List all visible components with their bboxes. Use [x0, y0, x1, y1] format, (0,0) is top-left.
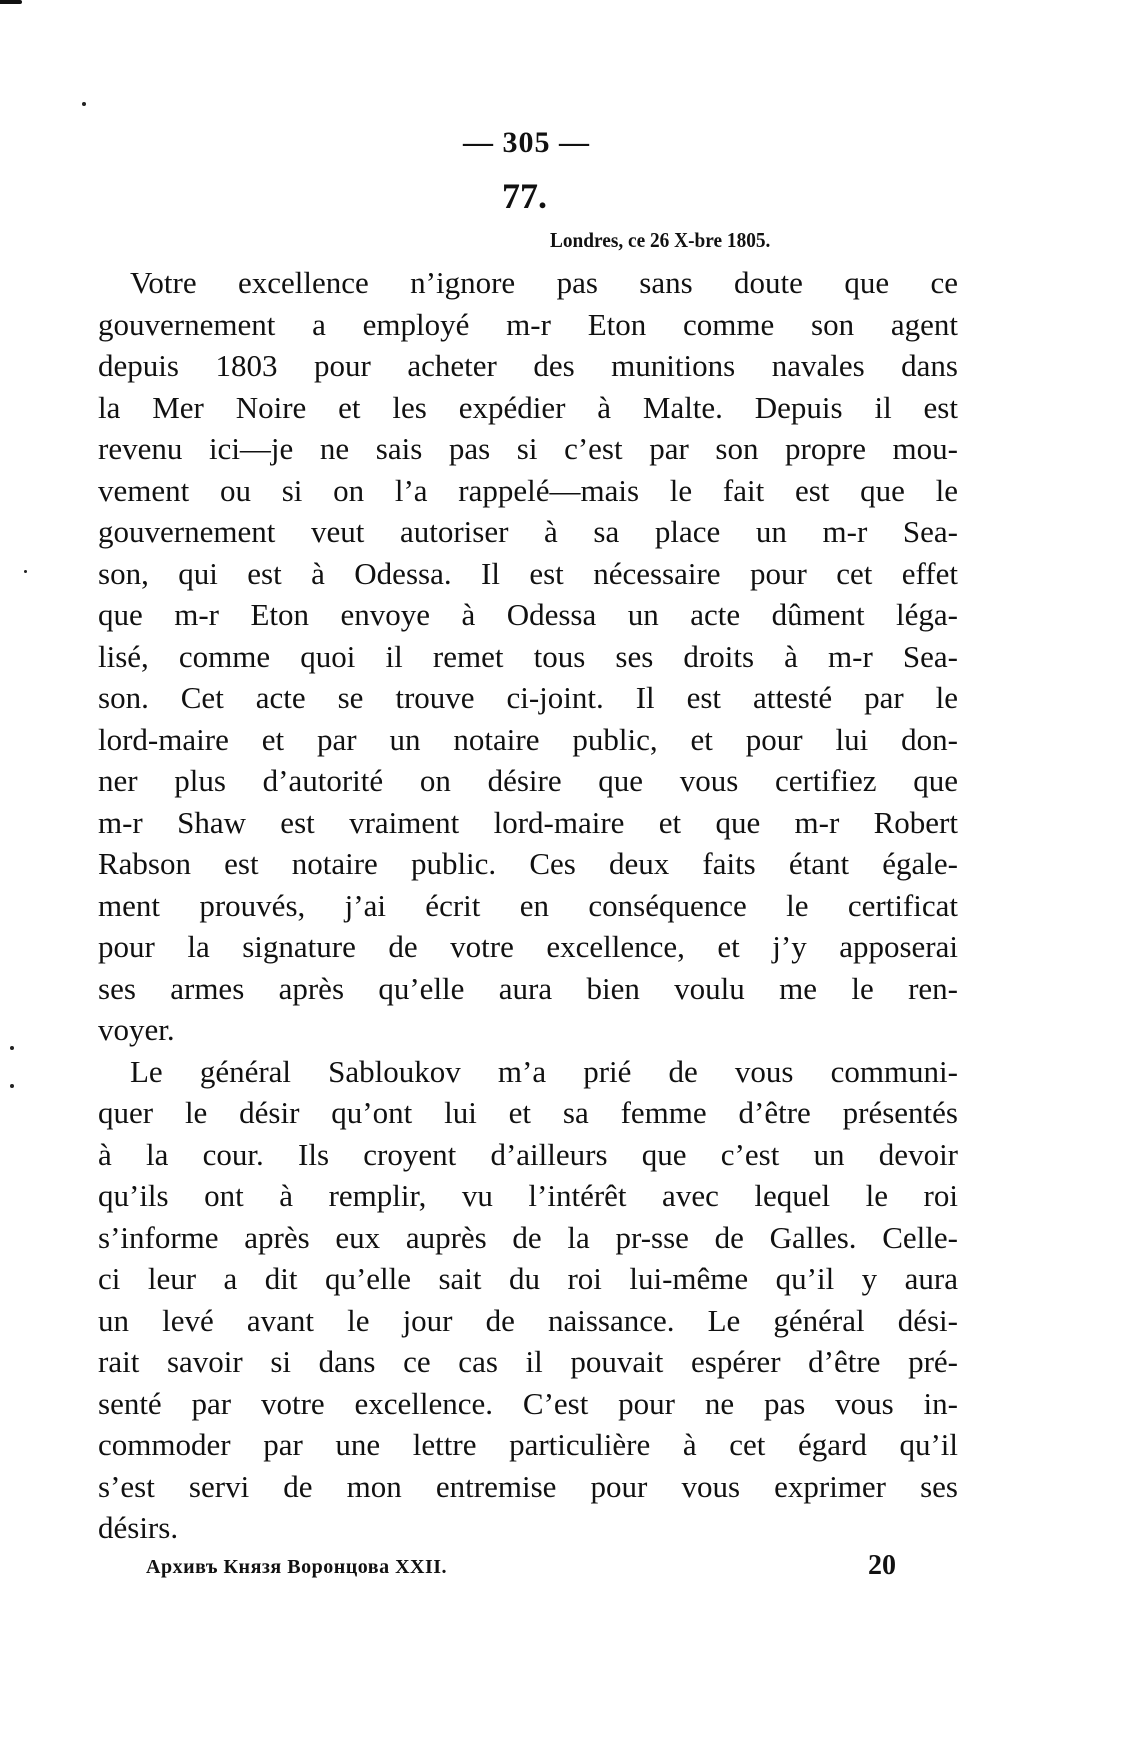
text-line: ci leur a dit qu’elle sait du roi lui-même qu’il y aura	[98, 1261, 958, 1296]
text-line: ner plus d’autorité on désire que vous certifiez que	[98, 763, 958, 798]
text-line: ses armes après qu’elle aura bien voulu me le ren-	[98, 970, 958, 1006]
text-line: revenu ici—je ne sais pas si c’est par son propre mou-	[98, 431, 958, 466]
sheet-number: 20	[868, 1550, 896, 1581]
text-line: Votre excellence n’ignore pas sans doute que ce	[130, 265, 958, 300]
text-line: pour la signature de votre excellence, et j’y apposerai	[98, 929, 958, 964]
text-line: lisé, comme quoi il remet tous ses droits à m-r Sea-	[98, 638, 958, 674]
text-line: s’est servi de mon entremise pour vous exprimer ses	[98, 1468, 958, 1504]
scan-speck	[10, 1046, 14, 1050]
text-line: désirs.	[98, 1510, 179, 1545]
text-line: ment prouvés, j’ai écrit en conséquence le certificat	[98, 887, 958, 923]
paragraph-2	[98, 1051, 958, 1549]
text-line: son, qui est à Odessa. Il est nécessaire pour cet effet	[98, 555, 958, 591]
text-line: vement ou si on l’a rappelé—mais le fait est que le	[98, 472, 958, 508]
scan-speck	[24, 570, 27, 573]
printer-signature: Архивъ Князя Воронцова XXII.	[146, 1556, 448, 1578]
text-line: la Mer Noire et les expédier à Malte. Depuis il est	[98, 389, 958, 425]
text-line: voyer.	[98, 1012, 175, 1047]
text-line: m-r Shaw est vraiment lord-maire et que m-r Robert	[98, 804, 958, 840]
scan-edge-mark	[0, 0, 22, 4]
text-line: qu’ils ont à remplir, vu l’intérêt avec lequel le roi	[98, 1178, 958, 1213]
paragraph-1	[98, 262, 958, 1051]
dateline: Londres, ce 26 X-bre 1805.	[550, 228, 771, 252]
text-line: quer le désir qu’ont lui et sa femme d’être présentés	[98, 1095, 958, 1130]
page-number: — 305 —	[463, 126, 590, 159]
text-line: s’informe après eux auprès de la pr-sse de Galles. Celle-	[98, 1219, 958, 1255]
page-footer	[146, 1550, 896, 1581]
text-line: que m-r Eton envoye à Odessa un acte dûment léga-	[98, 597, 958, 632]
text-line: depuis 1803 pour acheter des munitions navales dans	[98, 348, 958, 383]
letter-body	[98, 262, 958, 1549]
text-line: son. Cet acte se trouve ci-joint. Il est attesté par le	[98, 680, 958, 715]
text-line: Rabson est notaire public. Ces deux faits étant égale-	[98, 846, 958, 881]
text-line: rait savoir si dans ce cas il pouvait espérer d’être pré-	[98, 1344, 958, 1379]
text-line: senté par votre excellence. C’est pour ne pas vous in-	[98, 1385, 958, 1421]
scan-speck	[82, 102, 86, 106]
text-line: commoder par une lettre particulière à cet égard qu’il	[98, 1427, 958, 1462]
text-line: lord-maire et par un notaire public, et pour lui don-	[98, 721, 958, 757]
text-line: à la cour. Ils croyent d’ailleurs que c’est un devoir	[98, 1136, 958, 1172]
scan-speck	[10, 1084, 14, 1088]
text-line: un levé avant le jour de naissance. Le général dési-	[98, 1302, 958, 1338]
text-line: gouvernement a employé m-r Eton comme son agent	[98, 306, 958, 342]
letter-number: 77.	[502, 176, 547, 216]
text-line: gouvernement veut autoriser à sa place un m-r Sea-	[98, 514, 958, 549]
text-line: Le général Sabloukov m’a prié de vous communi-	[130, 1053, 958, 1089]
